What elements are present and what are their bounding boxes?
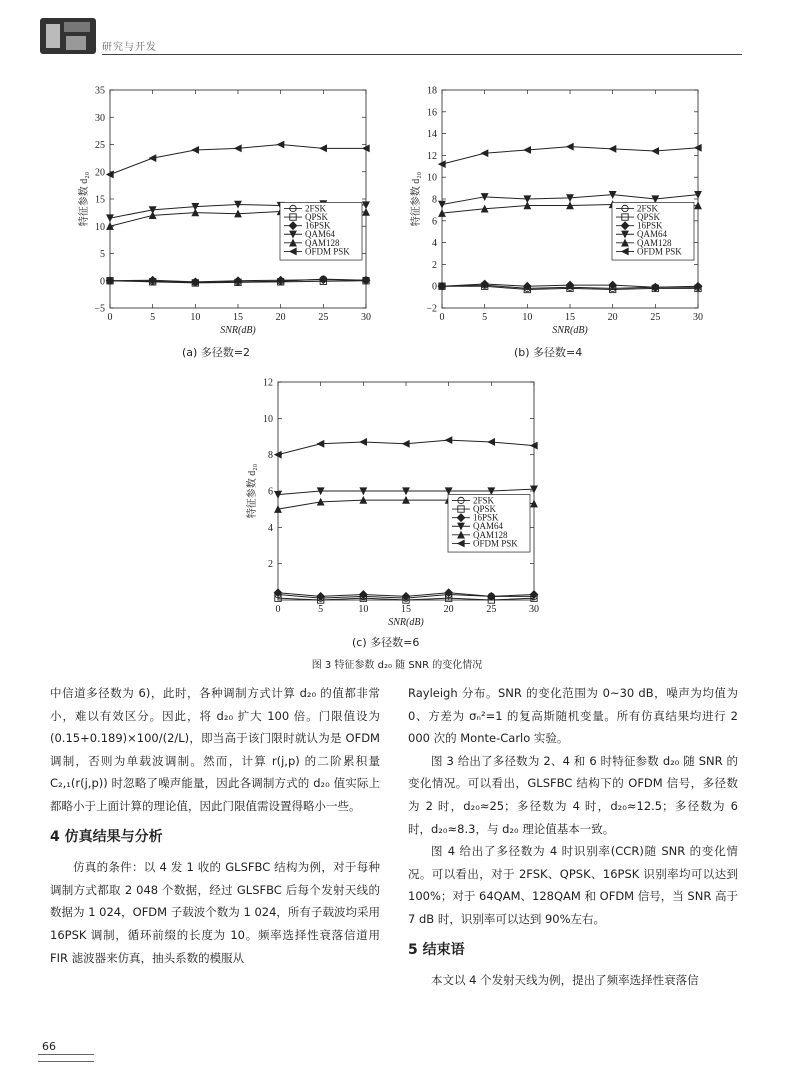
x-tick-label: 5: [150, 312, 156, 323]
y-tick-label: 18: [427, 85, 437, 97]
x-tick-label: 0: [107, 312, 113, 323]
y-tick-label: 4: [268, 522, 273, 534]
data-point: [438, 282, 446, 290]
data-point: [652, 148, 658, 154]
legend-label: QAM128: [637, 237, 672, 248]
data-point: [235, 145, 241, 151]
paragraph: 本文以 4 个发射天线为例，提出了频率选择性衰落信: [431, 973, 699, 988]
legend: [280, 202, 362, 260]
left-column: [50, 682, 380, 969]
series-line: [442, 147, 698, 164]
legend: [612, 202, 694, 260]
data-point: [403, 441, 409, 447]
series-16psk: [274, 589, 538, 600]
y-tick-label: 0: [432, 281, 437, 293]
data-point: [317, 441, 323, 447]
chart-c: [246, 372, 546, 630]
y-tick-label: 10: [263, 413, 273, 425]
legend-label: QPSK: [305, 212, 329, 223]
y-tick-label: 5: [100, 249, 105, 260]
y-tick-label: −5: [94, 303, 105, 315]
figure-caption: 图 3 特征参数 d₂₀ 随 SNR 的变化情况: [311, 660, 483, 671]
y-tick-label: 15: [95, 194, 105, 206]
x-tick-label: 15: [565, 312, 575, 323]
y-tick-label: 16: [427, 107, 437, 119]
legend-label: QPSK: [637, 212, 661, 223]
legend-label: 16PSK: [305, 220, 331, 231]
y-axis-label: 特征参数 d₂₀: [79, 171, 90, 227]
section-heading-5: 5 结束语: [408, 941, 465, 958]
paragraph: 图 4 给出了多径数为 4 时识别率(CCR)随 SNR 的变化情况。可以看出，对于 2FSK、QPSK、16PSK 识别率均可以达到 100%；对于 64QAM、128QAM 和 OFDM 信号，当 SNR 高于 7 dB 时，识别率可以达到 90%左右。: [408, 844, 738, 926]
page-header: [40, 18, 740, 58]
x-tick-label: 25: [650, 312, 661, 323]
y-tick-label: 12: [427, 150, 437, 162]
chart-a: [78, 80, 378, 338]
data-point: [652, 283, 660, 291]
x-tick-label: 10: [358, 604, 369, 615]
legend-label: QAM64: [473, 521, 504, 532]
y-tick-label: 8: [432, 194, 437, 206]
y-tick-label: 6: [432, 216, 437, 228]
plot-frame: [110, 90, 366, 308]
x-tick-label: 25: [318, 312, 329, 323]
x-tick-label: 20: [607, 312, 618, 323]
legend: [448, 494, 530, 552]
legend-label: 2FSK: [637, 203, 659, 214]
paragraph: Rayleigh 分布。SNR 的变化范围为 0~30 dB，噪声为均值为 0、方差为 σₙ²=1 的复高斯随机变量。所有仿真结果均进行 2 000 次的 Monte-Carlo 实验。: [408, 686, 738, 746]
series-ofdm-psk: [275, 437, 537, 458]
x-tick-label: 10: [190, 312, 201, 323]
paragraph: 仿真的条件：以 4 发 1 收的 GLSFBC 结构为例，对于每种调制方式都取 2 048 个数据，经过 GLSFBC 后每个发射天线的数据为 1 024，OFDM 子载波个数为 1 024，所有子载波均采用 16PSK 调制，循环前缀的长度为 10。频率选择性衰落信道用 FIR 滤波器来仿真，抽头系数的模服从: [50, 860, 380, 965]
y-tick-label: 6: [268, 486, 273, 498]
y-tick-label: 10: [95, 221, 105, 233]
y-tick-label: 25: [95, 140, 105, 151]
paragraph: 图 3 给出了多径数为 2、4 和 6 时特征参数 d₂₀ 随 SNR 的变化情况。可以看出，GLSFBC 结构下的 OFDM 信号，多径数为 2 时，d₂₀≈25；多径数为 4 时，d₂₀≈12.5；多径数为 6 时，d₂₀≈8.3，与 d₂₀ 理论值基本一致。: [408, 753, 738, 836]
legend-label: OFDM PSK: [637, 246, 682, 257]
legend-label: QPSK: [473, 504, 497, 515]
x-tick-label: 0: [439, 312, 445, 323]
legend-label: OFDM PSK: [305, 246, 350, 257]
legend-label: QAM64: [305, 229, 336, 240]
series-ofdm-psk: [107, 141, 369, 177]
legend-label: QAM64: [637, 229, 668, 240]
y-tick-label: 12: [263, 377, 273, 389]
x-tick-label: 30: [361, 312, 371, 323]
legend-label: OFDM PSK: [473, 538, 518, 549]
subcaption-a: (a) 多径数=2: [182, 346, 251, 359]
legend-label: QAM128: [305, 237, 340, 248]
data-point: [488, 439, 494, 445]
data-point: [524, 147, 530, 153]
data-point: [609, 281, 617, 289]
y-tick-label: 10: [427, 172, 437, 184]
x-tick-label: 10: [522, 312, 533, 323]
data-point: [445, 437, 451, 443]
chart-b: [410, 80, 710, 338]
data-point: [192, 147, 198, 153]
data-point: [488, 593, 496, 601]
data-point: [277, 141, 283, 147]
y-tick-label: 2: [268, 559, 273, 571]
header-rule: [102, 54, 742, 55]
subcaption-c: (c) 多径数=6: [352, 636, 420, 649]
data-point: [481, 150, 487, 156]
y-axis-label: 特征参数 d₂₀: [247, 463, 258, 519]
x-axis-label: SNR(dB): [552, 325, 588, 336]
page-number: 66: [42, 1040, 56, 1053]
x-tick-label: 20: [443, 604, 454, 615]
x-tick-label: 30: [693, 312, 703, 323]
legend-label: QAM128: [473, 529, 508, 540]
x-tick-label: 30: [529, 604, 539, 615]
data-point: [149, 155, 155, 161]
x-tick-label: 20: [275, 312, 286, 323]
y-tick-label: 2: [432, 259, 437, 271]
y-axis-label: 特征参数 d₂₀: [411, 171, 422, 227]
legend-label: 16PSK: [637, 220, 663, 231]
section-heading-4: 4 仿真结果与分析: [50, 828, 163, 845]
subcaption-b: (b) 多径数=4: [514, 346, 583, 359]
x-axis-label: SNR(dB): [388, 617, 424, 628]
data-point: [106, 277, 114, 285]
section-label: 研究与开发: [102, 42, 157, 53]
x-tick-label: 5: [318, 604, 324, 615]
y-tick-label: 4: [432, 238, 437, 250]
y-tick-label: 20: [95, 167, 105, 179]
footer-rule: [38, 1054, 94, 1062]
paragraph: 中信道多径数为 6)，此时，各种调制方式计算 d₂₀ 的值都非常小，难以有效区分。因此，将 d₂₀ 扩大 100 倍。门限值设为(0.15+0.189)×100/(2/L)，即当高于该门限时就认为是 OFDM 调制，否则为单载波调制。然而，计算 r(j,p) 的二阶累积量 C₂,₁(r(j,p)) 时忽略了噪声能量，因此各调制方式的 d₂₀ 值实际上都略小于上面计算的理论值，因此门限值需设置得略小一些。: [50, 686, 380, 813]
y-tick-label: 14: [427, 129, 437, 141]
data-point: [320, 145, 326, 151]
x-tick-label: 25: [486, 604, 497, 615]
x-tick-label: 15: [401, 604, 411, 615]
x-tick-label: 15: [233, 312, 243, 323]
data-point: [360, 439, 366, 445]
y-tick-label: 35: [95, 85, 105, 97]
data-point: [567, 143, 573, 149]
y-tick-label: 0: [100, 276, 105, 288]
legend-label: 16PSK: [473, 512, 499, 523]
data-point: [609, 146, 615, 152]
legend-label: 2FSK: [305, 203, 327, 214]
y-tick-label: 30: [95, 112, 105, 124]
journal-logo-icon: [40, 18, 96, 54]
legend-label: 2FSK: [473, 495, 495, 506]
series-ofdm-psk: [439, 143, 701, 167]
x-tick-label: 0: [275, 604, 281, 615]
right-column: [408, 682, 738, 992]
y-tick-label: 8: [268, 450, 273, 462]
x-tick-label: 5: [482, 312, 488, 323]
x-axis-label: SNR(dB): [220, 325, 256, 336]
y-tick-label: −2: [426, 303, 437, 315]
